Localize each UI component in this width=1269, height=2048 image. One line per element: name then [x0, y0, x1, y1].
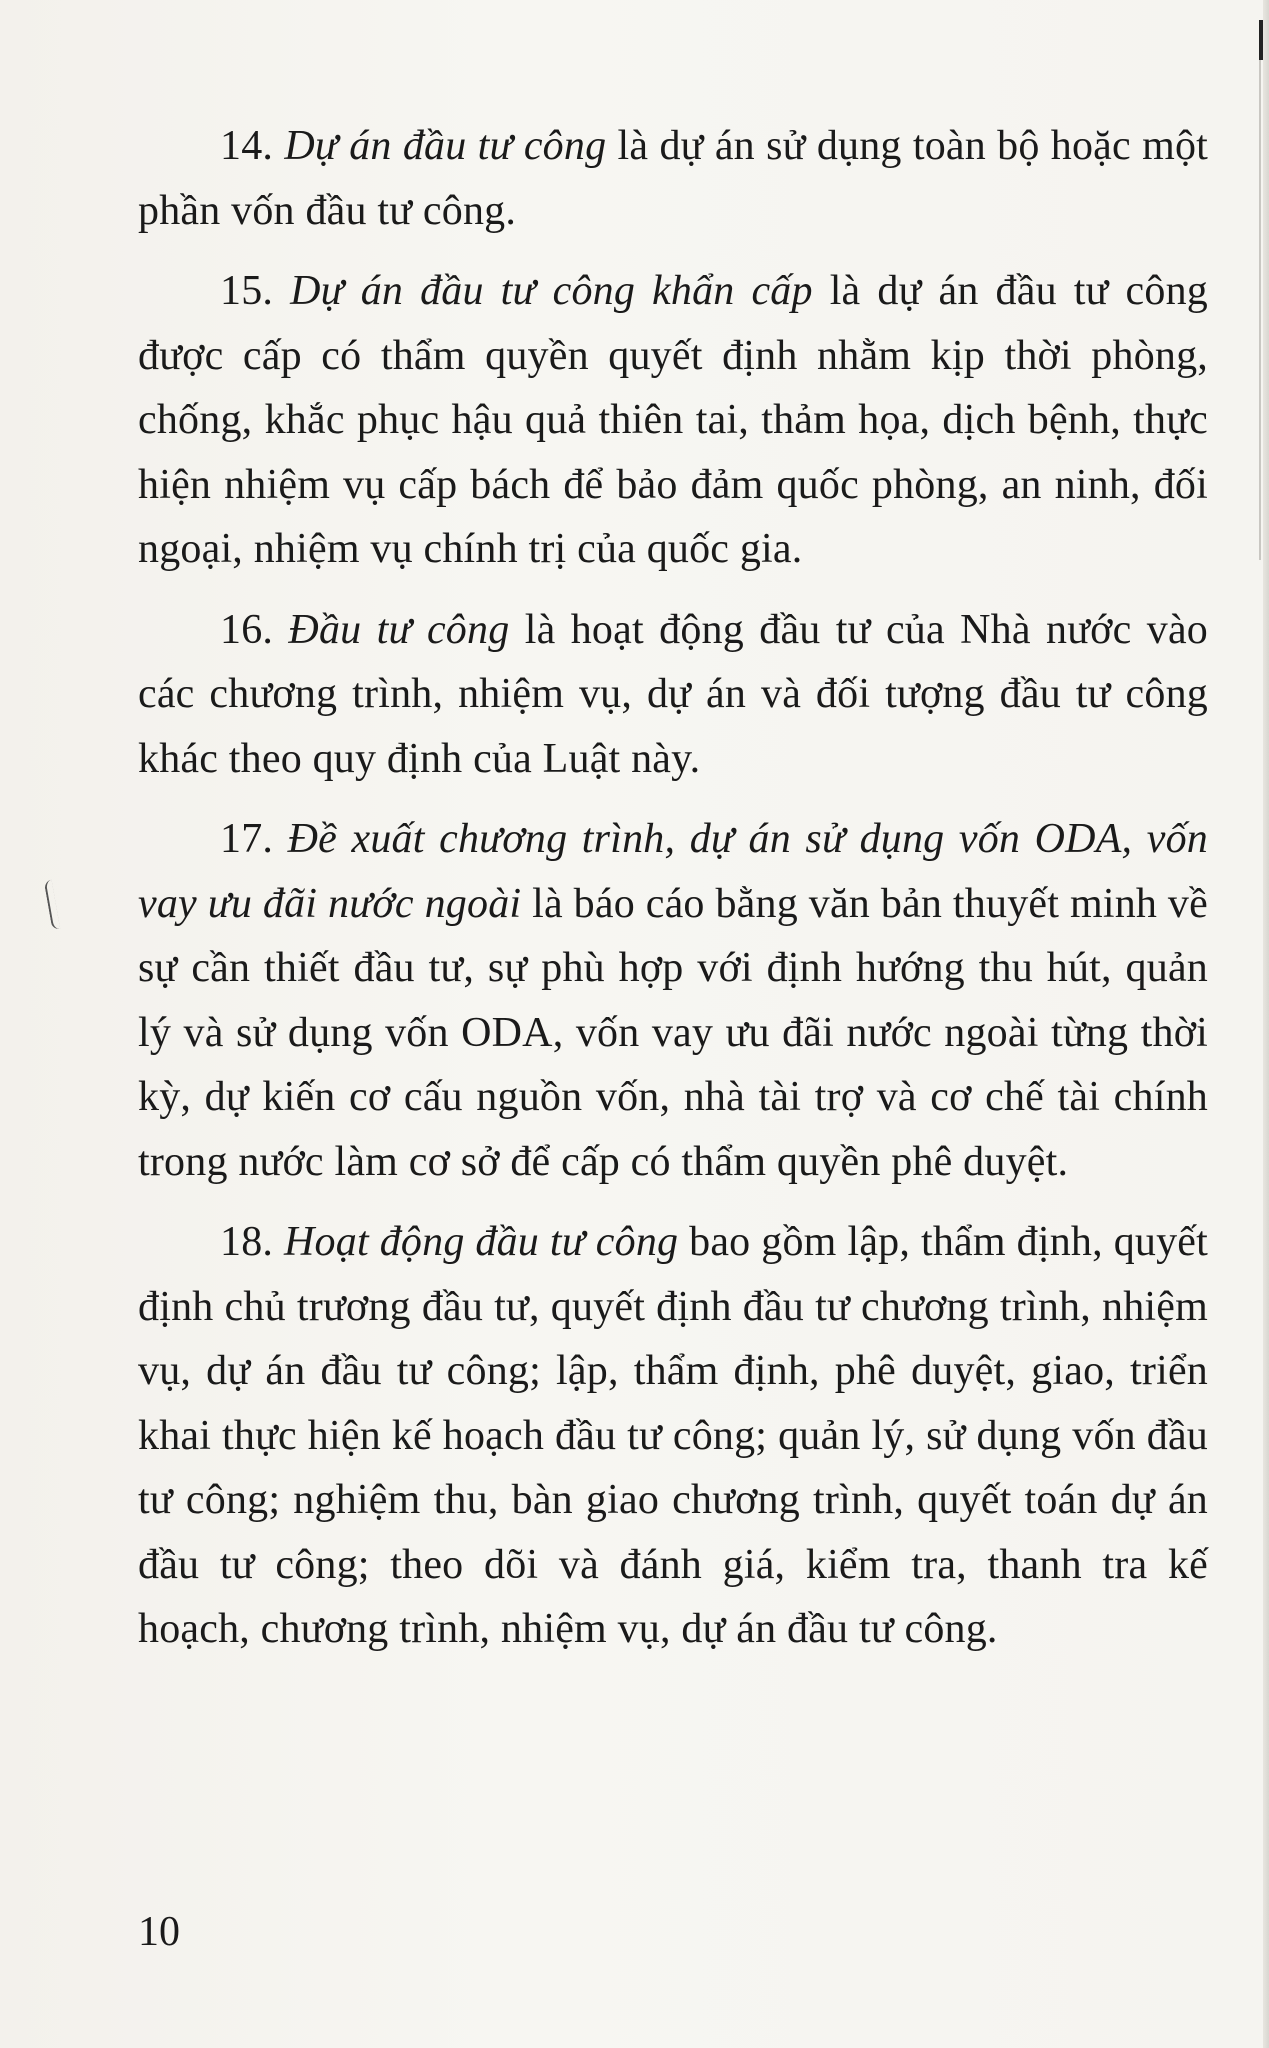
- page-binding-line: [1259, 60, 1261, 560]
- paragraph-number: 16.: [220, 606, 274, 653]
- paragraph-18: [138, 1210, 1208, 1662]
- defined-term: Dự án đầu tư công: [284, 123, 607, 169]
- paragraph-number: 17.: [220, 816, 274, 862]
- margin-mark: [44, 880, 61, 931]
- defined-term: Hoạt động đầu tư công: [284, 1219, 679, 1265]
- definition-text: là dự án đầu tư công được cấp có thẩm quyền quyết định nhằm kịp thời phòng, chống, khắc phục hậu quả thiên tai, thảm họa, dịch bệnh, thực hiện nhiệm vụ cấp bách để bảo đảm quốc phòng, an ninh, đối ngoại, nhiệm vụ chính trị của quốc gia.: [138, 268, 1209, 572]
- paragraph-17: [138, 807, 1208, 1194]
- definition-text: bao gồm lập, thẩm định, quyết định chủ trương đầu tư, quyết định đầu tư chương trình, nhiệm vụ, dự án đầu tư công; lập, thẩm định, phê duyệt, giao, triển khai thực hiện kế hoạch đầu tư công; quản lý, sử dụng vốn đầu tư công; nghiệm thu, bàn giao chương trình, quyết toán dự án đầu tư công; theo dõi và đánh giá, kiểm tra, thanh tra kế hoạch, chương trình, nhiệm vụ, dự án đầu tư công.: [138, 1219, 1209, 1652]
- definition-text: là báo cáo bằng văn bản thuyết minh về sự cần thiết đầu tư, sự phù hợp với định hướng thu hút, quản lý và sử dụng vốn ODA, vốn vay ưu đãi nước ngoài từng thời kỳ, dự kiến cơ cấu nguồn vốn, nhà tài trợ và cơ chế tài chính trong nước làm cơ sở để cấp có thẩm quyền phê duyệt.: [138, 880, 1208, 1185]
- paragraph-number: 14.: [220, 123, 274, 169]
- page-right-edge: [1263, 0, 1269, 2048]
- definition-text: là hoạt động đầu tư của Nhà nước vào các chương trình, nhiệm vụ, dự án và đối tượng đầu tư công khác theo quy định của Luật này.: [138, 606, 1208, 782]
- paragraph-number: 15.: [220, 268, 274, 314]
- paragraph-number: 18.: [220, 1219, 274, 1265]
- defined-term: Đầu tư công: [288, 606, 510, 653]
- paragraph-16: [138, 598, 1208, 792]
- defined-term: Dự án đầu tư công khẩn cấp: [290, 268, 813, 314]
- defined-term: Đề xuất chương trình, dự án sử dụng vốn ODA, vốn vay ưu đãi nước ngoài: [138, 816, 1208, 927]
- paragraph-15: [138, 259, 1208, 582]
- paragraph-14: [138, 114, 1208, 243]
- definition-text: là dự án sử dụng toàn bộ hoặc một phần vốn đầu tư công.: [138, 123, 1209, 234]
- document-body: [138, 114, 1208, 1678]
- page-number: 10: [138, 1909, 180, 1955]
